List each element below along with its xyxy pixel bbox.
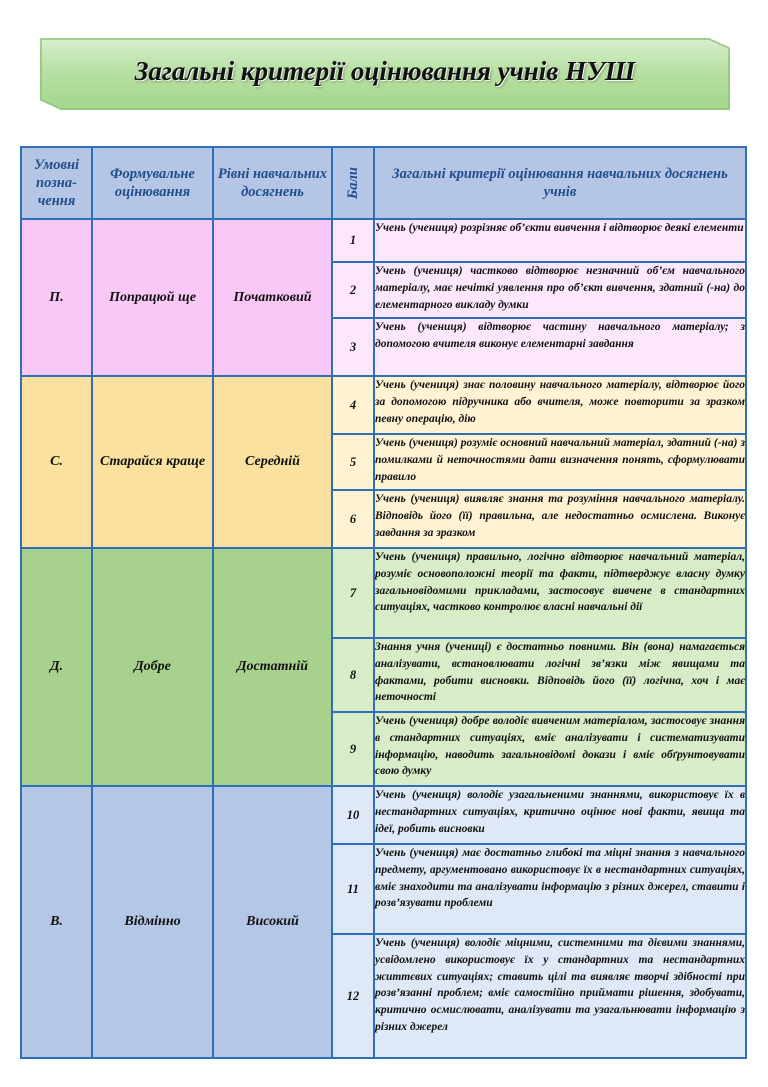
score-cell: 3: [332, 318, 374, 376]
score-cell: 5: [332, 434, 374, 490]
group-level: Початковий: [213, 219, 332, 376]
group-code: П.: [21, 219, 92, 376]
criteria-text: Учень (учениця) правильно, логічно відтворює навчальний матеріал, розуміє основоположні теорії та факти, підтверджує власну думку загальновідомими прикладами, застосовує вивчене в стандартних ситуаціях, частково контролює власні навчальні дії: [374, 548, 746, 638]
group-level: Середній: [213, 376, 332, 548]
criteria-text: Учень (учениця) володіє міцними, системними та дієвими знаннями, усвідомлено використовує їх у стандартних та нестандартних життєвих ситуаціях; ставить цілі та виявляє творчі здібності при розв’язанні проблем; вміє самостійно приймати рішення, здобувати, критично осмислювати, аналізувати та узагальнювати інформацію з різних джерел: [374, 934, 746, 1058]
header-formative-assessment: Формувальне оцінювання: [92, 147, 213, 219]
score-cell: 11: [332, 844, 374, 934]
score-cell: 10: [332, 786, 374, 844]
score-cell: 1: [332, 219, 374, 262]
criteria-table: [20, 146, 747, 1059]
table-row: [21, 786, 746, 844]
table-row: [21, 219, 746, 262]
header-achievement-levels: Рівні навчальних досягнень: [213, 147, 332, 219]
group-code: С.: [21, 376, 92, 548]
header-conventional-marks: Умовні позна-чення: [21, 147, 92, 219]
criteria-text: Учень (учениця) добре володіє вивченим матеріалом, застосовує знання в стандартних ситуаціях, вміє аналізувати і систематизувати інформацію, наводить загальновідомі докази і вміє обґрунтовувати свою думку: [374, 712, 746, 786]
score-cell: 12: [332, 934, 374, 1058]
score-cell: 8: [332, 638, 374, 712]
header-row: [21, 147, 746, 219]
table-row: [21, 376, 746, 434]
group-formative: Відмінно: [92, 786, 213, 1058]
criteria-text: Учень (учениця) володіє узагальненими знаннями, використовує їх в нестандартних ситуаціях, критично оцінює нові факти, явища та ідеї, робить висновки: [374, 786, 746, 844]
table-row: [21, 548, 746, 638]
criteria-text: Учень (учениця) розрізняє об’єкти вивчення і відтворює деякі елементи: [374, 219, 746, 262]
criteria-text: Учень (учениця) розуміє основний навчальний матеріал, здатний (-на) з помилками й неточностями дати визначення понять, сформулювати правило: [374, 434, 746, 490]
group-formative: Старайся краще: [92, 376, 213, 548]
criteria-text: Учень (учениця) має достатньо глибокі та міцні знання з навчального предмету, аргументовано використовує їх в нестандартних ситуаціях, вміє знаходити та аналізувати інформацію з різних джерел, ставити і розв’язувати проблеми: [374, 844, 746, 934]
group-level: Достатній: [213, 548, 332, 786]
group-code: В.: [21, 786, 92, 1058]
header-criteria: Загальні критерії оцінювання навчальних досягнень учнів: [374, 147, 746, 219]
criteria-text: Учень (учениця) виявляє знання та розуміння навчального матеріалу. Відповідь його (її) правильна, але недостатньо осмислена. Виконує завдання за зразком: [374, 490, 746, 548]
group-formative: Попрацюй ще: [92, 219, 213, 376]
group-formative: Добре: [92, 548, 213, 786]
score-cell: 9: [332, 712, 374, 786]
score-cell: 6: [332, 490, 374, 548]
header-points: Бали: [332, 147, 374, 219]
score-cell: 4: [332, 376, 374, 434]
criteria-text: Учень (учениця) знає половину навчального матеріалу, відтворює його за допомогою підручника або вчителя, може повторити за зразком певну операцію, дію: [374, 376, 746, 434]
criteria-text: Учень (учениця) частково відтворює незначний об’єм навчального матеріалу, має нечіткі уявлення про об’єкт вивчення, здатний (-на) до елементарного викладу думки: [374, 262, 746, 318]
group-level: Високий: [213, 786, 332, 1058]
group-code: Д.: [21, 548, 92, 786]
criteria-text: Знання учня (учениці) є достатньо повними. Він (вона) намагається аналізувати, встановлювати логічні зв’язки між явищами та фактами, робити висновки. Відповідь його (її) логічна, хоч і має неточності: [374, 638, 746, 712]
page-title: Загальні критерії оцінювання учнів НУШ: [134, 55, 636, 86]
criteria-text: Учень (учениця) відтворює частину навчального матеріалу; з допомогою вчителя виконує елементарні завдання: [374, 318, 746, 376]
score-cell: 2: [332, 262, 374, 318]
score-cell: 7: [332, 548, 374, 638]
